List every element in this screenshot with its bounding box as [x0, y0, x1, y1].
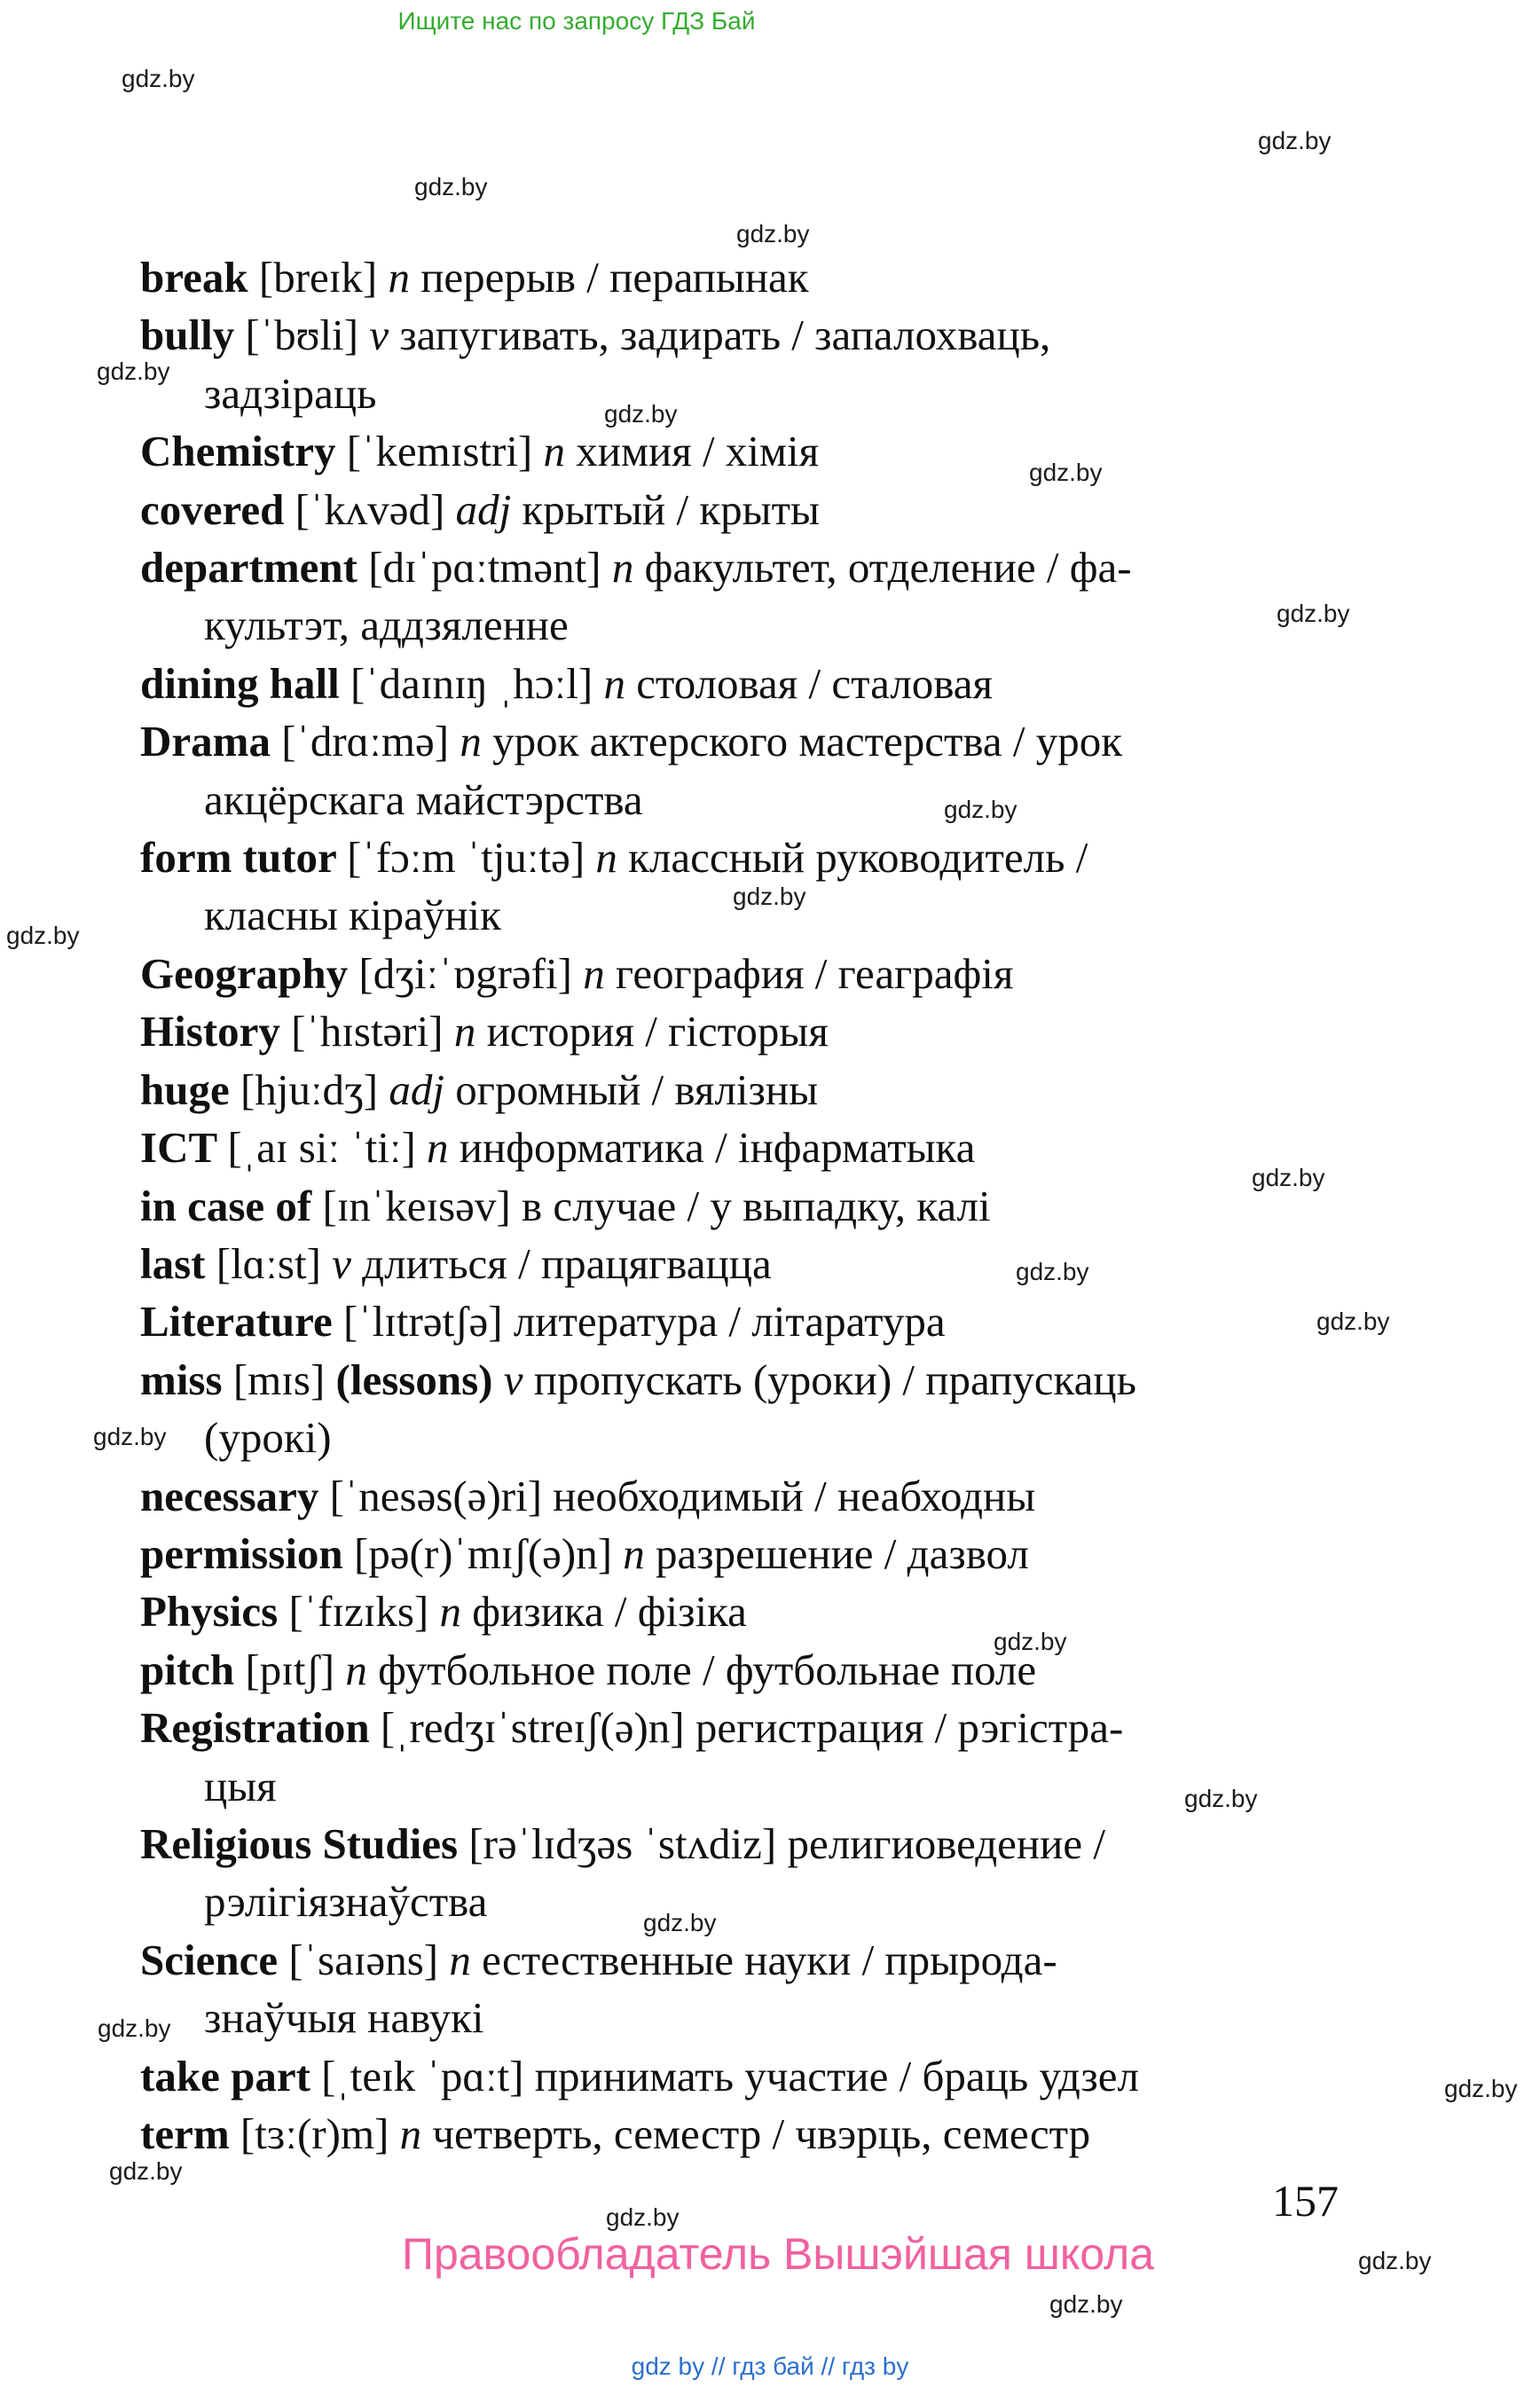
- part-of-speech: n: [603, 658, 625, 708]
- entry-text: [lɑːst]: [216, 1238, 333, 1288]
- entry-line: [140, 655, 1453, 712]
- entry-text: [ˈlɪtrətʃə]: [343, 1297, 514, 1347]
- entry-text: в случае / у выпадку, калі: [522, 1181, 991, 1230]
- headword: miss: [140, 1355, 233, 1404]
- entry-text: огромный / вялізны: [444, 1064, 819, 1114]
- entry-line: [140, 1699, 1453, 1756]
- vocab-entry: [140, 481, 1453, 538]
- entry-text: [ˈdaɪnɪŋ ˌhɔːl]: [350, 658, 604, 708]
- headword: Physics: [140, 1587, 289, 1637]
- watermark-text: gdz.by: [122, 65, 195, 92]
- headword: Science: [140, 1935, 289, 1984]
- headword: dining hall: [140, 658, 350, 708]
- entry-line: [140, 1467, 1453, 1525]
- watermark-text: gdz.by: [6, 922, 80, 949]
- entry-text: [ˌaɪ siː ˈtiː]: [227, 1123, 428, 1173]
- watermark-text: gdz.by: [736, 220, 810, 247]
- entry-continuation-line: [140, 771, 1453, 828]
- entry-line: [140, 1061, 1453, 1119]
- entry-text: урок актерского мастерства / урок: [481, 717, 1123, 766]
- entry-text: [pɪtʃ]: [245, 1645, 346, 1694]
- entry-text: [ˈfɪzɪks]: [288, 1587, 440, 1637]
- entry-continuation-line: [140, 596, 1453, 654]
- vocab-entry: [140, 1641, 1453, 1699]
- vocab-entry: [140, 422, 1453, 480]
- entry-line: [140, 828, 1453, 886]
- headword: Geography: [140, 948, 359, 998]
- watermark-text: gdz.by: [93, 1423, 167, 1450]
- page-number: 157: [1272, 2176, 1339, 2226]
- entry-text: естественные науки / прырода-: [470, 1935, 1057, 1984]
- entry-continuation-line: [140, 1757, 1453, 1815]
- top-notice: Ищите нас по запросу ГДЗ Бай: [397, 7, 756, 35]
- watermark-text: gdz.by: [1016, 1258, 1089, 1285]
- entry-text: необходимый / неабходны: [553, 1471, 1036, 1520]
- entry-text: акцёрскага майстэрства: [204, 774, 643, 824]
- entry-text: регистрация / рэгістра-: [695, 1703, 1124, 1753]
- watermark-text: gdz.by: [604, 400, 678, 428]
- entry-line: [140, 1235, 1453, 1292]
- watermark-text: gdz.by: [1258, 127, 1332, 154]
- entry-text: культэт, аддзяленне: [204, 601, 569, 650]
- headword: department: [140, 543, 369, 593]
- watermark-text: gdz.by: [1029, 459, 1103, 486]
- entry-line: [140, 1002, 1453, 1060]
- vocab-entry: [140, 2047, 1453, 2105]
- entry-text: [dɪˈpɑːtmənt]: [368, 543, 612, 593]
- watermark-text: gdz.by: [1252, 1164, 1325, 1191]
- entry-text: перерыв / перапынак: [409, 253, 809, 302]
- watermark-text: gdz.by: [1358, 2247, 1432, 2274]
- part-of-speech: n: [345, 1645, 367, 1694]
- entry-text: [tɜː(r)m]: [240, 2109, 400, 2158]
- entry-text: цыя: [204, 1761, 277, 1810]
- headword: in case of: [140, 1181, 323, 1230]
- entry-text: (урокі): [204, 1413, 332, 1463]
- watermark-text: gdz.by: [1049, 2290, 1123, 2318]
- entry-text: [breɪk]: [258, 253, 389, 302]
- entry-text: задзіраць: [204, 368, 377, 418]
- headword: necessary: [140, 1471, 330, 1520]
- vocab-entry: [140, 1815, 1453, 1931]
- vocab-entry: [140, 1699, 1453, 1815]
- entry-text: [ˈkemɪstri]: [346, 427, 544, 476]
- part-of-speech: v: [332, 1238, 351, 1288]
- part-of-speech: n: [449, 1935, 471, 1984]
- entry-text: [ˈkʌvəd]: [295, 484, 456, 534]
- part-of-speech: n: [388, 253, 410, 302]
- headword: (lessons): [335, 1355, 504, 1404]
- entry-text: [ˈfɔːm ˈtjuːtə]: [347, 833, 596, 883]
- entry-text: класны кіраўнік: [204, 891, 501, 940]
- entry-text: знаўчыя навукі: [204, 1993, 484, 2043]
- watermark-text: gdz.by: [1316, 1308, 1390, 1335]
- part-of-speech: n: [453, 1007, 476, 1056]
- part-of-speech: adj: [455, 484, 512, 534]
- entry-line: [140, 945, 1453, 1002]
- vocab-entry: [140, 1467, 1453, 1525]
- watermark-text: gdz.by: [733, 883, 806, 910]
- entry-text: литература / літаратура: [513, 1297, 946, 1347]
- entry-text: [ɪnˈkeɪsəv]: [322, 1181, 522, 1230]
- headword: last: [140, 1238, 216, 1288]
- entry-text: рэлігіязнаўства: [204, 1877, 488, 1927]
- vocab-entry: [140, 828, 1453, 945]
- vocab-entry: [140, 1119, 1453, 1176]
- entry-line: [140, 2105, 1453, 2163]
- entry-text: [ˈbʊli]: [245, 310, 370, 360]
- vocab-entry: [140, 1002, 1453, 1060]
- vocab-entry: [140, 1235, 1453, 1292]
- headword: pitch: [140, 1645, 246, 1694]
- entry-line: [140, 1177, 1453, 1235]
- part-of-speech: v: [369, 310, 389, 360]
- headword: permission: [140, 1528, 354, 1578]
- watermark-text: gdz.by: [109, 2157, 183, 2185]
- vocabulary-list: [140, 248, 1453, 2163]
- entry-text: запугивать, задирать / запалохваць,: [389, 310, 1051, 360]
- part-of-speech: n: [439, 1587, 462, 1637]
- entry-text: футбольное поле / футбольнае поле: [366, 1645, 1037, 1694]
- vocab-entry: [140, 1525, 1453, 1582]
- watermark-text: gdz.by: [98, 2014, 171, 2042]
- entry-continuation-line: [140, 886, 1453, 944]
- entry-text: [mɪs]: [232, 1355, 336, 1404]
- headword: huge: [140, 1064, 241, 1114]
- entry-continuation-line: [140, 1873, 1453, 1930]
- vocab-entry: [140, 1177, 1453, 1235]
- vocab-entry: [140, 1582, 1453, 1640]
- headword: term: [140, 2109, 240, 2158]
- entry-text: химия / хімія: [565, 427, 820, 476]
- entry-text: география / геаграфія: [604, 948, 1014, 998]
- entry-text: [dʒiːˈɒgrəfi]: [358, 948, 584, 998]
- entry-line: [140, 1931, 1453, 1989]
- entry-text: столовая / сталовая: [625, 658, 994, 708]
- entry-text: [rəˈlɪdʒəs ˈstʌdiz]: [468, 1818, 788, 1868]
- vocab-entry: [140, 2105, 1453, 2163]
- vocab-entry: [140, 1061, 1453, 1119]
- entry-line: [140, 538, 1453, 596]
- entry-line: [140, 306, 1453, 364]
- entry-text: [ˈhɪstəri]: [291, 1007, 454, 1056]
- entry-text: [ˈsaɪəns]: [288, 1935, 450, 1984]
- entry-line: [140, 1582, 1453, 1640]
- entry-text: классный руководитель /: [617, 833, 1088, 883]
- entry-line: [140, 1641, 1453, 1699]
- entry-continuation-line: [140, 365, 1453, 422]
- vocab-entry: [140, 1351, 1453, 1467]
- part-of-speech: n: [611, 543, 634, 593]
- entry-text: история / гісторыя: [475, 1007, 829, 1056]
- vocab-entry: [140, 248, 1453, 306]
- watermark-text: gdz.by: [643, 1909, 717, 1936]
- entry-line: [140, 481, 1453, 538]
- part-of-speech: n: [583, 948, 605, 998]
- headword: Literature: [140, 1297, 344, 1347]
- entry-line: [140, 1815, 1453, 1873]
- copyright-line: Правообладатель Вышэйшая школа: [402, 2229, 1154, 2279]
- entry-continuation-line: [140, 1409, 1453, 1466]
- vocab-entry: [140, 1292, 1453, 1350]
- headword: bully: [140, 310, 246, 360]
- entry-line: [140, 1525, 1453, 1582]
- watermark-text: gdz.by: [1444, 2075, 1518, 2102]
- part-of-speech: n: [595, 833, 617, 883]
- headword: Drama: [140, 717, 282, 766]
- entry-text: пропускать (уроки) / прапускаць: [522, 1355, 1136, 1404]
- entry-text: факультет, отделение / фа-: [633, 543, 1132, 593]
- entry-text: крытый / крыты: [511, 484, 820, 534]
- entry-text: [hjuːdʒ]: [240, 1064, 389, 1114]
- watermark-text: gdz.by: [1277, 600, 1350, 627]
- watermark-text: gdz.by: [97, 357, 170, 385]
- entry-text: [ˌredʒɪˈstreɪʃ(ə)n]: [380, 1703, 695, 1753]
- entry-line: [140, 2047, 1453, 2105]
- headword: Registration: [140, 1703, 381, 1753]
- part-of-speech: n: [460, 717, 482, 766]
- watermark-text: gdz.by: [1184, 1785, 1258, 1812]
- headword: covered: [140, 484, 295, 534]
- entry-text: [ˈnesəs(ə)ri]: [329, 1471, 554, 1520]
- vocab-entry: [140, 306, 1453, 422]
- vocab-entry: [140, 712, 1453, 828]
- entry-text: [ˈdrɑːmə]: [281, 717, 460, 766]
- headword: History: [140, 1007, 292, 1056]
- entry-line: [140, 1292, 1453, 1350]
- entry-line: [140, 1351, 1453, 1409]
- entry-text: принимать участие / браць удзел: [534, 2051, 1139, 2101]
- entry-text: длиться / працягвацца: [350, 1238, 772, 1288]
- entry-line: [140, 422, 1453, 480]
- part-of-speech: n: [543, 427, 565, 476]
- vocab-entry: [140, 1931, 1453, 2047]
- part-of-speech: adj: [389, 1064, 445, 1114]
- entry-text: информатика / інфарматыка: [448, 1123, 976, 1173]
- headword: ICT: [140, 1123, 228, 1173]
- entry-line: [140, 1119, 1453, 1176]
- entry-text: [ˌteɪk ˈpɑːt]: [321, 2051, 535, 2101]
- headword: form tutor: [140, 833, 348, 883]
- vocab-entry: [140, 945, 1453, 1002]
- headword: Religious Studies: [140, 1818, 469, 1868]
- entry-line: [140, 712, 1453, 770]
- vocab-entry: [140, 538, 1453, 655]
- footer-links[interactable]: gdz by // гдз бай // гдз by: [631, 2352, 909, 2380]
- headword: Chemistry: [140, 427, 347, 476]
- headword: take part: [140, 2051, 322, 2101]
- entry-text: [pə(r)ˈmɪʃ(ə)n]: [353, 1528, 624, 1578]
- part-of-speech: v: [503, 1355, 523, 1404]
- entry-text: религиоведение /: [787, 1818, 1105, 1868]
- watermark-text: gdz.by: [944, 796, 1018, 823]
- entry-text: физика / фізіка: [461, 1587, 747, 1637]
- entry-continuation-line: [140, 1989, 1453, 2046]
- part-of-speech: n: [399, 2109, 422, 2158]
- entry-line: [140, 248, 1453, 306]
- entry-text: разрешение / дазвол: [644, 1528, 1029, 1578]
- entry-text: четверть, семестр / чвэрць, семестр: [421, 2109, 1091, 2158]
- part-of-speech: n: [623, 1528, 645, 1578]
- headword: break: [140, 253, 259, 302]
- watermark-text: gdz.by: [606, 2203, 680, 2231]
- watermark-text: gdz.by: [994, 1628, 1067, 1655]
- watermark-text: gdz.by: [414, 173, 488, 200]
- vocab-entry: [140, 655, 1453, 712]
- part-of-speech: n: [427, 1123, 449, 1173]
